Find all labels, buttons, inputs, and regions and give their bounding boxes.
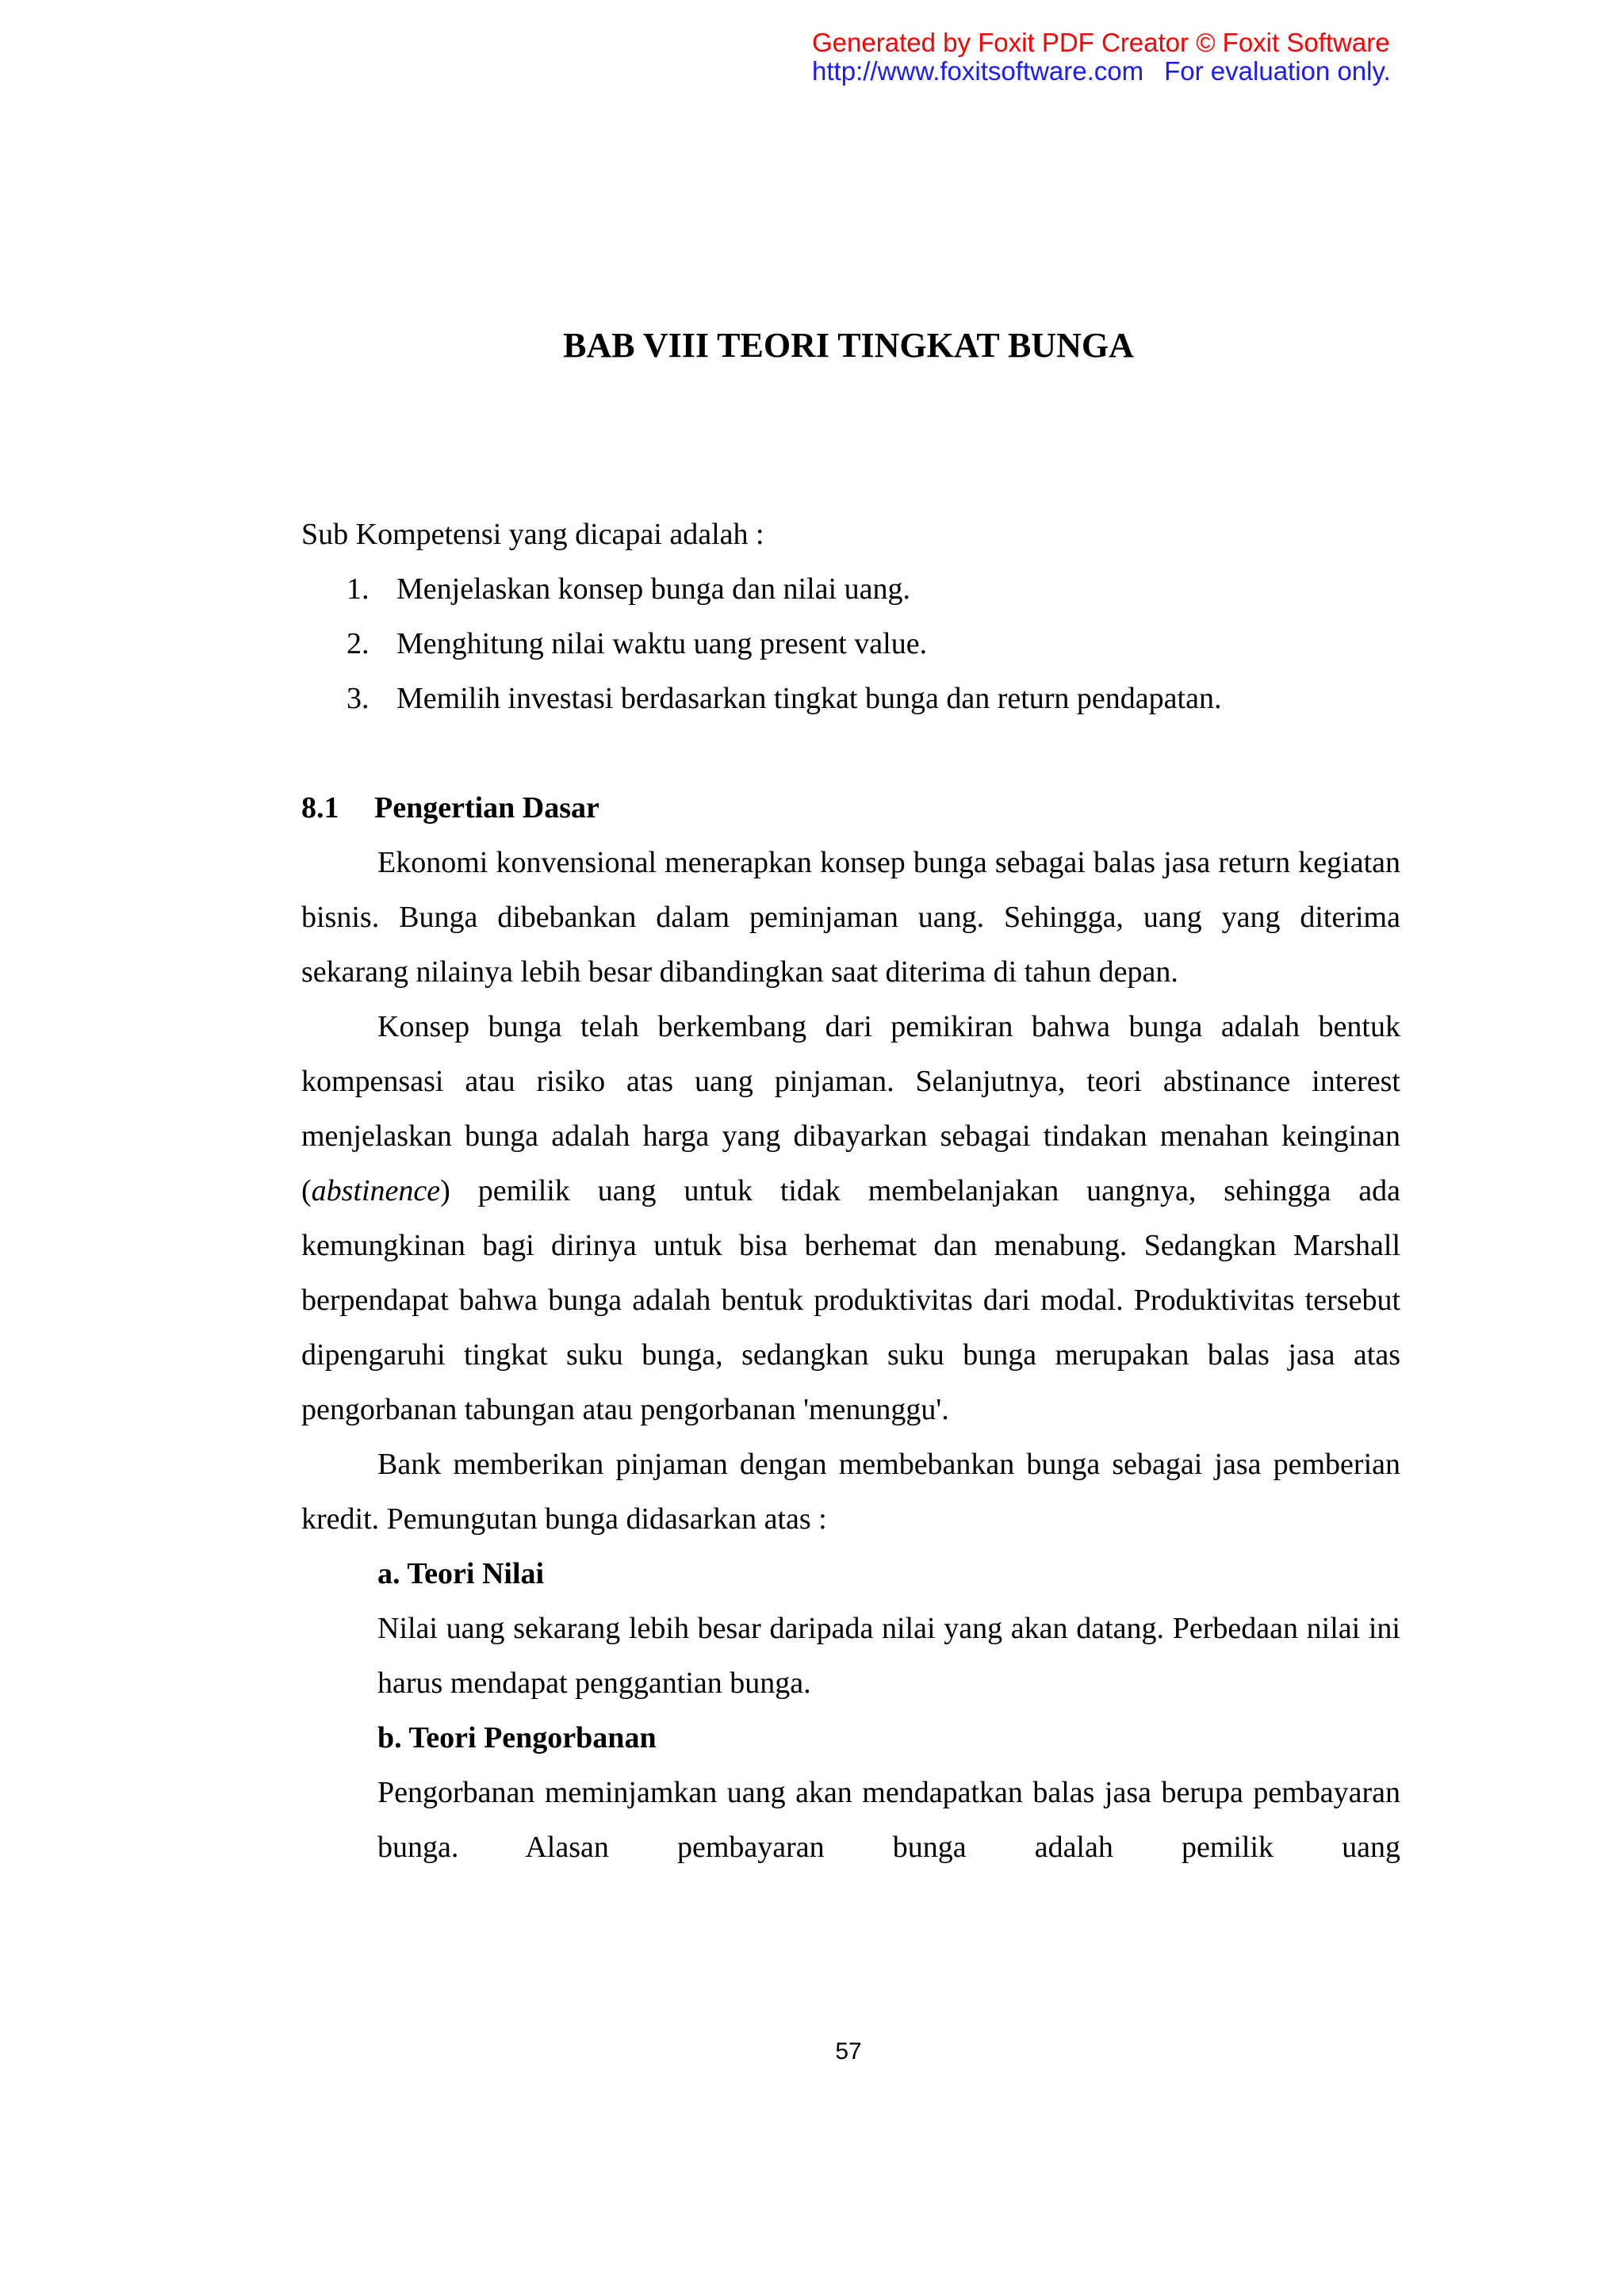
theory-text-pengorbanan: Pengorbanan meminjamkan uang akan mendapatkan balas jasa berupa pembayaran bunga. Alasan pembayaran bunga adalah pemilik uang [377,1776,1400,1864]
competency-item [301,672,1400,726]
competency-item [301,562,1400,617]
paragraph-konsep-bunga [301,1000,1400,1437]
watermark-url-line [812,57,1605,86]
competency-number: 3. [347,682,370,715]
paragraph-konvensional: Ekonomi konvensional menerapkan konsep bunga sebagai balas jasa return kegiatan bisnis. Bunga dibebankan dalam peminjaman uang. Sehingga, uang yang diterima sekarang nilainya lebih besar dibandingkan saat diterima di tahun depan. [301,846,1400,989]
section-title: Pengertian Dasar [374,791,599,825]
competency-text: Menjelaskan konsep bunga dan nilai uang. [396,572,910,606]
paragraph-text: Konsep bunga telah berkembang dari pemikiran bahwa bunga adalah bentuk kompensasi atau risiko atas uang pinjaman. Selanjutnya, teori abstinance interest menjelaskan bunga adalah harga yang dibayarkan sebagai tindakan menahan keinginan ( [301,1010,1400,1207]
section-heading [301,781,1400,836]
competency-text: Memilih investasi berdasarkan tingkat bunga dan return pendapatan. [396,682,1222,715]
foxit-watermark [812,29,1605,86]
watermark-url: http://www.foxitsoftware.com [812,56,1144,86]
theory-heading-nilai: a. Teori Nilai [377,1557,545,1590]
competency-intro: Sub Kompetensi yang dicapai adalah : [301,518,764,551]
theory-text-nilai: Nilai uang sekarang lebih besar daripada nilai yang akan datang. Perbedaan nilai ini harus mendapat penggantian bunga. [377,1612,1400,1700]
page-number: 57 [835,2038,862,2064]
chapter-title: BAB VIII TEORI TINGKAT BUNGA [563,326,1134,365]
paragraph-text: ) pemilik uang untuk tidak membelanjakan uangnya, sehingga ada kemungkinan bagi dirinya untuk bisa berhemat dan menabung. Sedangkan Marshall berpendapat bahwa bunga adalah bentuk produktivitas dari modal. Produktivitas tersebut dipengaruhi tingkat suku bunga, sedangkan suku bunga merupakan balas jasa atas pengorbanan tabungan atau pengorbanan 'menunggu'. [301,1174,1400,1426]
page-content [301,507,1400,1875]
competency-number: 1. [347,572,370,606]
watermark-generated-by: Generated by Foxit PDF Creator © Foxit Software [812,28,1390,57]
competency-list [301,562,1400,726]
section-number: 8.1 [301,791,339,825]
competency-item [301,617,1400,672]
watermark-evaluation-note: For evaluation only. [1164,56,1391,86]
paragraph-bank: Bank memberikan pinjaman dengan membebankan bunga sebagai jasa pemberian kredit. Pemungutan bunga didasarkan atas : [301,1448,1400,1536]
competency-text: Menghitung nilai waktu uang present value. [396,627,928,660]
competency-number: 2. [347,627,370,660]
theory-heading-pengorbanan: b. Teori Pengorbanan [377,1721,657,1755]
italic-term: abstinence [311,1174,441,1207]
